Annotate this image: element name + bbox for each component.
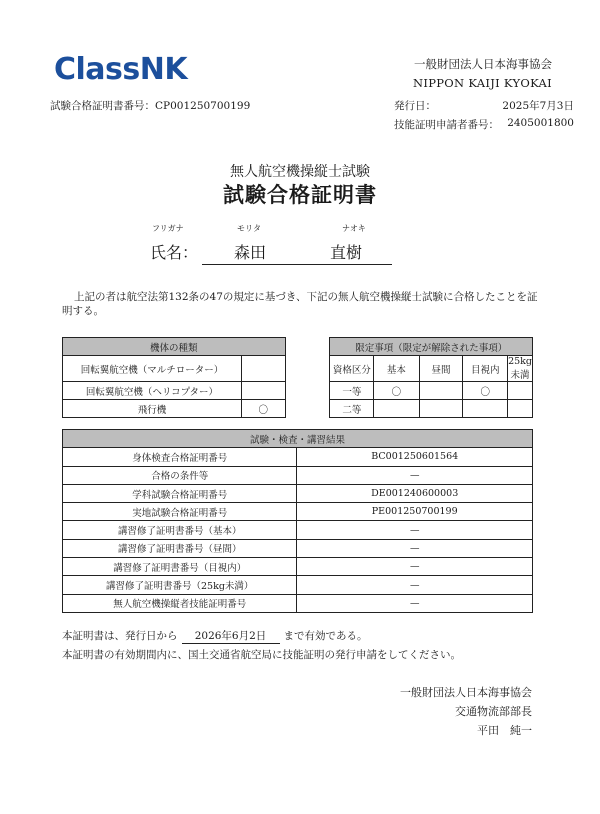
results-header: 試験・検査・講習結果 [63,430,533,448]
certificate-title: 試験合格証明書 [223,182,377,207]
validity-prefix: 本証明書は、発行日から [62,630,178,642]
name-underline [202,264,392,265]
limit-cell: 二等 [330,400,374,418]
table-gap [285,338,330,356]
aircraft-type-helicopter: 回転翼航空機（ヘリコプター） [63,382,242,400]
limit-col-header: 25kg未満 [508,356,532,381]
classnk-logo: ClassNK [54,52,188,87]
result-value: — [297,521,533,539]
furigana-family: モリタ [237,224,261,233]
aircraft-type-airplane: 飛行機 [63,400,242,418]
result-label: 無人航空機操縦者技能証明番号 [63,594,297,612]
result-label: 講習修了証明書番号（25kg未満） [63,576,297,594]
aircraft-mark-multirotor [241,356,285,382]
results-table [62,429,533,613]
limit-cell [374,400,420,418]
name-family: 森田 [234,243,267,262]
result-label: 講習修了証明書番号（昼間） [63,539,297,557]
applicant-number-value: 2405001800 [507,117,574,129]
result-label: 講習修了証明書番号（目視内） [63,558,297,576]
result-label: 学科試験合格証明番号 [63,484,297,502]
name-given: 直樹 [330,243,363,262]
limit-cell [463,400,508,418]
aircraft-mark-airplane: 〇 [241,400,285,418]
limitation-header: 限定事項（限定が解除された事項） [330,338,533,356]
limit-cell [419,400,463,418]
applicant-number-row [394,117,574,136]
application-note: 本証明書の有効期間内に、国土交通省航空局に技能証明の発行申請をしてください。 [62,649,461,661]
result-value: — [297,576,533,594]
result-label: 講習修了証明書番号（基本） [63,521,297,539]
limit-cell: 一等 [330,382,374,400]
limit-cell [508,382,533,400]
exam-subtitle: 無人航空機操縦士試験 [230,164,370,180]
result-label: 身体検査合格証明番号 [63,448,297,466]
issue-date-label: 発行日： [394,100,436,112]
organization-name-ja: 一般財団法人日本海事協会 [414,57,552,71]
issue-date-value: 2025年7月3日 [502,100,574,112]
certificate-number-label: 試験合格証明書番号： [50,100,155,112]
limit-cell: 〇 [463,382,508,400]
limit-col-header: 目視内 [463,356,508,382]
certificate-number [50,98,250,113]
signature-department: 交通物流部部長 [455,705,532,718]
result-value: DE001240600003 [297,484,533,502]
validity-statement [62,628,368,644]
result-value: BC001250601564 [297,448,533,466]
organization-name-en: NIPPON KAIJI KYOKAI [413,76,552,90]
result-value: — [297,539,533,557]
result-label: 実地試験合格証明番号 [63,503,297,521]
limit-col-header: 基本 [374,356,420,382]
signature-name: 平田 純一 [477,724,532,737]
signature-organization: 一般財団法人日本海事協会 [400,686,532,699]
certification-statement: 上記の者は航空法第132条の47の規定に基づき、下記の無人航空機操縦士試験に合格したことを証明する。 [62,291,538,317]
limit-cell [419,382,463,400]
aircraft-type-header: 機体の種類 [63,338,286,356]
aircraft-mark-helicopter [241,382,285,400]
issue-meta [394,98,574,136]
limit-col-header: 資格区分 [330,356,374,382]
result-value: PE001250700199 [297,503,533,521]
applicant-number-label: 技能証明申請者番号： [394,119,499,131]
result-value: — [297,594,533,612]
result-value: — [297,466,533,484]
validity-suffix: まで有効である。 [283,630,368,642]
aircraft-type-multirotor: 回転翼航空機（マルチローター） [63,356,242,382]
table-gap [285,356,330,382]
furigana-given: ナオキ [342,224,366,233]
limit-col-header: 昼間 [419,356,463,382]
validity-date: 2026年6月2日 [182,628,280,644]
limit-cell: 〇 [374,382,420,400]
furigana-label: フリガナ [152,224,184,233]
aircraft-table [62,337,533,418]
table-gap [285,382,330,400]
name-label: 氏名： [150,243,199,262]
result-value: — [297,558,533,576]
limit-cell [508,400,533,418]
issue-date-row [394,98,574,117]
result-label: 合格の条件等 [63,466,297,484]
table-gap [285,400,330,418]
certificate-number-value: CP001250700199 [155,100,251,112]
